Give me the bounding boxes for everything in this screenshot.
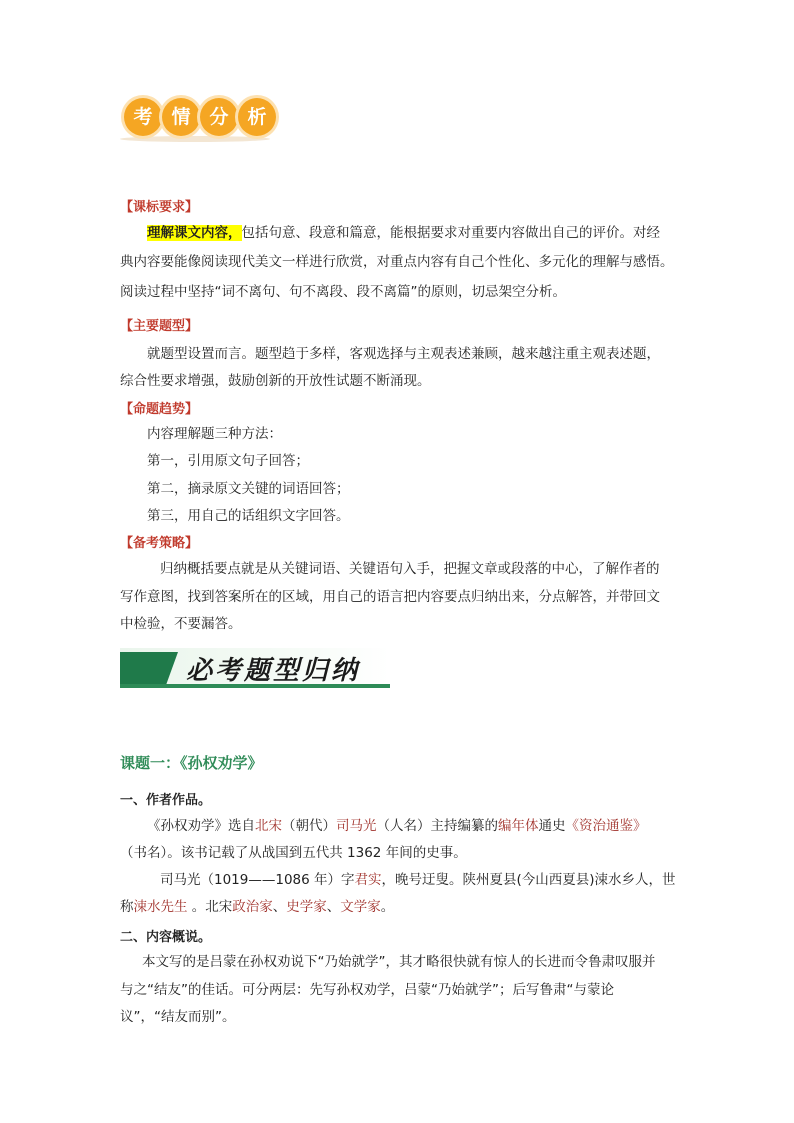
text-span: 、 bbox=[272, 899, 287, 915]
paragraph-line: 写作意图，找到答案所在的区域，用自己的语言把内容要点归纳出来，分点解答，并带回文 bbox=[120, 589, 660, 605]
paragraph-line: 就题型设置而言。题型趋于多样，客观选择与主观表述兼顾，越来越注重主观表述题， bbox=[147, 346, 660, 362]
kaoqing-banner bbox=[120, 92, 276, 144]
banner-char: 析 bbox=[238, 98, 276, 136]
red-term: 涑水先生 bbox=[133, 899, 188, 915]
text-span: 通史 bbox=[538, 818, 566, 834]
paragraph-line bbox=[160, 866, 676, 894]
red-term: 史学家 bbox=[286, 899, 327, 915]
paragraph-line: 中检验，不要漏答。 bbox=[120, 616, 242, 632]
paragraph-line: 第一，引用原文句子回答； bbox=[147, 453, 309, 469]
text-span: （人名）主持编纂的 bbox=[376, 818, 498, 834]
paragraph-line: 与之“结友”的佳话。可分两层：先写孙权劝学，吕蒙“乃始就学”；后写鲁肃“与蒙论 bbox=[120, 982, 614, 998]
paragraph-line: （书名）。该书记载了从战国到五代共 1362 年间的史事。 bbox=[120, 845, 467, 861]
bikao-banner bbox=[120, 648, 390, 692]
paragraph-line: 内容理解题三种方法： bbox=[147, 426, 282, 442]
banner-shadow bbox=[120, 136, 270, 142]
part-heading-author: 一、作者作品。 bbox=[120, 793, 212, 808]
text-span: 称 bbox=[120, 899, 134, 915]
part-heading-summary: 二、内容概说。 bbox=[120, 930, 212, 945]
paragraph-line: 第二，摘录原文关键的词语回答； bbox=[147, 481, 350, 497]
text-span: 《孙权劝学》选自 bbox=[147, 818, 255, 834]
banner-char: 情 bbox=[162, 98, 200, 136]
text-span: 司马光（1019——1086 年）字 bbox=[160, 872, 355, 888]
red-term: 编年体 bbox=[498, 818, 539, 834]
paragraph-line: 议”，“结友而别”。 bbox=[120, 1009, 236, 1025]
red-term: 司马光 bbox=[336, 818, 377, 834]
banner-char: 考 bbox=[124, 98, 162, 136]
text-span: 。 bbox=[380, 899, 395, 915]
section-heading-celue: 【备考策略】 bbox=[120, 536, 199, 551]
text-span: （朝代） bbox=[282, 818, 336, 834]
text-span: 包括句意、段意和篇意，能根据要求对重要内容做出自己的评价。对经 bbox=[241, 225, 660, 241]
text-span: 。北宋 bbox=[187, 899, 233, 915]
text-span: 、 bbox=[326, 899, 341, 915]
lesson-title: 课题一：《孙权劝学》 bbox=[120, 754, 263, 772]
section-heading-qushi: 【命题趋势】 bbox=[120, 402, 199, 417]
red-term: 文学家 bbox=[340, 899, 381, 915]
section-heading-kebiao: 【课标要求】 bbox=[120, 200, 199, 215]
red-term: 政治家 bbox=[232, 899, 273, 915]
paragraph-line: 典内容要能像阅读现代美文一样进行欣赏，对重点内容有自己个性化、多元化的理解与感悟。 bbox=[120, 254, 674, 270]
paragraph-line: 归纳概括要点就是从关键词语、关键语句入手，把握文章或段落的中心，了解作者的 bbox=[160, 561, 660, 577]
red-term: 君实 bbox=[354, 872, 382, 888]
paragraph-line: 综合性要求增强，鼓励创新的开放性试题不断涌现。 bbox=[120, 373, 431, 389]
paragraph-line bbox=[147, 219, 660, 247]
section-heading-tixing: 【主要题型】 bbox=[120, 319, 199, 334]
paragraph-line: 第三，用自己的话组织文字回答。 bbox=[147, 508, 350, 524]
red-term: 北宋 bbox=[255, 818, 282, 834]
red-term: 《资治通鉴》 bbox=[565, 818, 647, 834]
paragraph-line bbox=[147, 812, 647, 840]
paragraph-line: 阅读过程中坚持“词不离句、句不离段、段不离篇”的原则，切忌架空分析。 bbox=[120, 284, 566, 300]
paragraph-line bbox=[120, 893, 394, 921]
text-span: ，晚号迂叟。陕州夏县(今山西夏县)涑水乡人，世 bbox=[381, 872, 676, 888]
banner-char: 分 bbox=[200, 98, 238, 136]
banner-title: 必考题型归纳 bbox=[186, 656, 361, 686]
paragraph-line: 本文写的是吕蒙在孙权劝说下“乃始就学”，其才略很快就有惊人的长进而令鲁肃叹服并 bbox=[142, 954, 656, 970]
highlight-text: 理解课文内容， bbox=[147, 225, 242, 241]
